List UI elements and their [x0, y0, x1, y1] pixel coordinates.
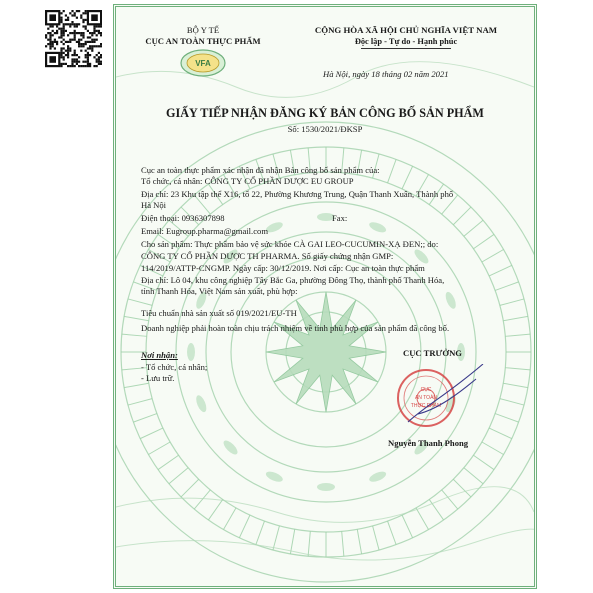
stamp-text-3: THỰC PHẨM [410, 403, 442, 409]
responsibility: Doanh nghiệp phải hoàn toàn chịu trách nhiệm về tính phù hợp của sản phẩm đã công bố. [141, 323, 450, 333]
email: Email: Eugroup.pharma@gmail.com [141, 226, 269, 236]
stamp-text-2: AN TOÀN [414, 395, 438, 401]
recipient-item: - Tổ chức, cá nhân; [141, 362, 208, 372]
qr-code [44, 6, 102, 72]
official-stamp [388, 364, 484, 432]
signature-stroke [408, 364, 483, 422]
document-title: GIẤY TIẾP NHẬN ĐĂNG KÝ BẢN CÔNG BỐ SẢN PHẨM [166, 106, 484, 120]
ministry-name: BỘ Y TẾ [186, 25, 220, 35]
signer-name: Nguyễn Thanh Phong [388, 438, 469, 448]
product-line-1: Cho sản phẩm: Thực phẩm bảo vệ sức khỏe CÀ GAI LEO-CUCUMIN-XẠ ĐEN;; do: [141, 239, 439, 249]
phone: Điện thoại: 0936307898 [141, 213, 225, 223]
address-line-2: Hà Nội [141, 200, 167, 210]
place-date: Hà Nội, ngày 18 tháng 02 năm 2021 [323, 69, 449, 79]
organization: Tổ chức, cá nhân: CÔNG TY CỔ PHẦN DƯỢC EU GROUP [141, 176, 354, 186]
motto-underline [361, 48, 451, 49]
standard: Tiêu chuẩn nhà sản xuất số 019/2021/EU-TH [141, 308, 297, 318]
vfa-logo [180, 48, 226, 78]
vfa-logo-text: VFA [195, 59, 211, 68]
signer-role: CỤC TRƯỞNG [403, 348, 462, 358]
product-line-5: tỉnh Thanh Hóa, Việt Nam sản xuất, phù hợp: [141, 286, 298, 296]
recipient-item: - Lưu trữ. [141, 373, 175, 383]
republic-name: CỘNG HÒA XÃ HỘI CHỦ NGHĨA VIỆT NAM [314, 25, 498, 35]
stamp-text-1: CỤC [420, 387, 432, 393]
document-number: Số: 1530/2021/ĐKSP [287, 124, 363, 134]
drum-pattern-background [116, 7, 534, 586]
product-line-3: 114/2019/ATTP-CNGMP. Ngày cấp: 30/12/2019. Nơi cấp: Cục an toàn thực phẩm [141, 263, 425, 273]
motto: Độc lập - Tự do - Hạnh phúc [354, 37, 458, 46]
intro-text: Cục an toàn thực phẩm xác nhận đã nhận Bản công bố sản phẩm của: [141, 165, 380, 175]
product-line-4: Địa chỉ: Lô 04, khu công nghiệp Tây Bắc Ga, phường Đông Thọ, thành phố Thanh Hóa, [141, 275, 445, 285]
agency-name: CỤC AN TOÀN THỰC PHẨM [145, 36, 261, 46]
fax: Fax: [332, 213, 348, 223]
recipients-label: Nơi nhận: [141, 350, 178, 360]
certificate-page [113, 4, 537, 589]
product-line-2: CÔNG TY CỔ PHẦN DƯỢC TH PHARMA. Số giấy chứng nhận GMP: [141, 251, 394, 261]
address-line-1: Địa chỉ: 23 Khu tập thể X16, tổ 22, Phường Khương Trung, Quận Thanh Xuân, Thành phố [141, 189, 454, 199]
